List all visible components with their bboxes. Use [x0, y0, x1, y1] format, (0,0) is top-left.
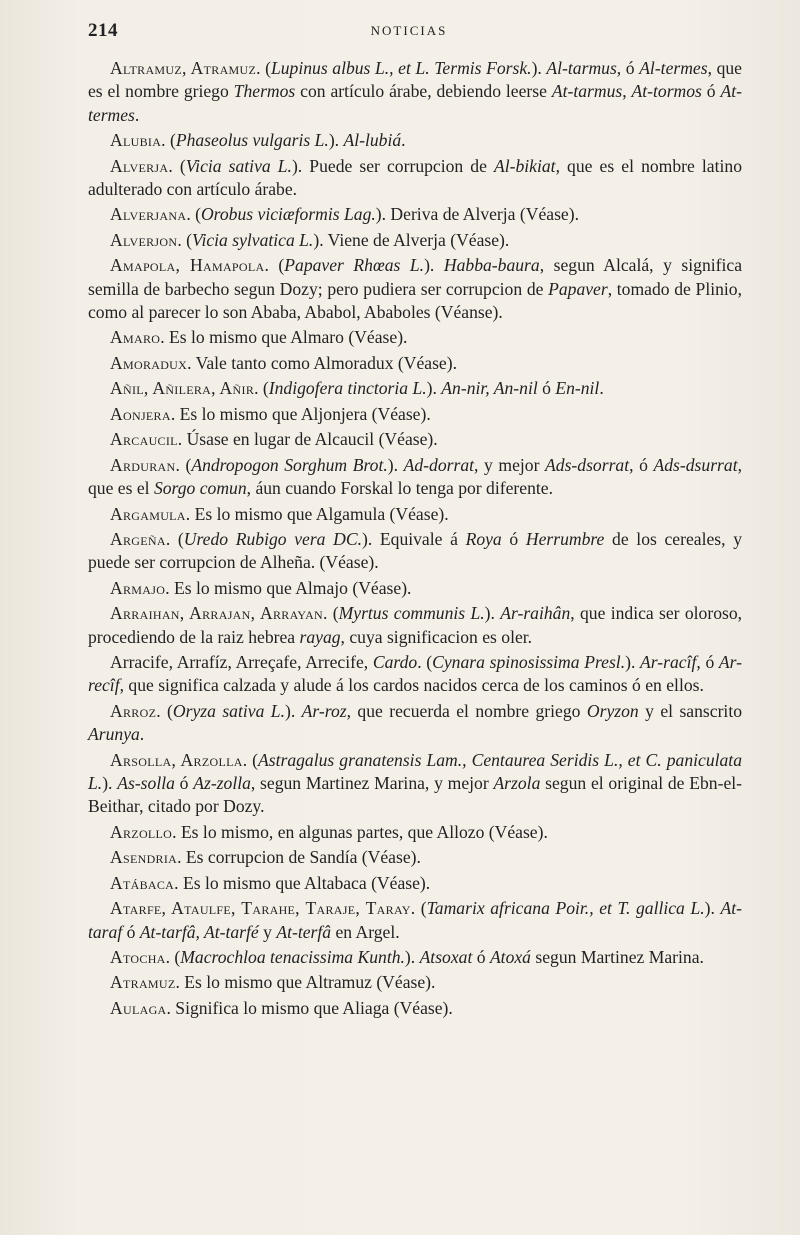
entry-text: Alverja. (: [110, 155, 186, 176]
entry-text: y el sanscrito: [638, 700, 743, 721]
entry-text: Amoradux. Vale tanto como Almoradux (Véase).: [110, 352, 457, 373]
glossary-entry: [88, 528, 742, 575]
italic-text: Papaver Rhœas L.: [284, 255, 425, 276]
entry-text: ). Deriva de Alverja (Véase).: [375, 204, 579, 225]
glossary-entry: [88, 377, 742, 400]
entry-text: Aonjera. Es lo mismo que Aljonjera (Véase).: [110, 403, 431, 424]
entry-text: ó: [472, 947, 490, 967]
entry-text: , ó: [629, 454, 654, 475]
glossary-entry: [88, 602, 742, 649]
glossary-entry: [88, 749, 742, 819]
entry-text: Alubia. (: [110, 130, 176, 151]
italic-text: Myrtus communis L.: [338, 603, 485, 624]
entry-text: , ó: [696, 652, 719, 673]
entry-text: Atábaca. Es lo mismo que Altabaca (Véase).: [110, 872, 431, 893]
entry-text: ó: [174, 772, 194, 793]
entry-text: Armajo. Es lo mismo que Almajo (Véase).: [110, 577, 412, 598]
headword: Arraihan, Arrajan, Arrayan: [110, 603, 324, 624]
headword: Arzollo: [110, 821, 173, 842]
entry-text: .: [134, 104, 140, 125]
entry-text: ,: [622, 81, 632, 102]
italic-text: Papaver: [548, 278, 608, 299]
entry-text: , áun cuando Forskal lo tenga por diferente.: [246, 478, 553, 499]
entry-text: ).: [328, 130, 344, 151]
entry-text: Amapola, Hamapola. (: [110, 255, 285, 276]
glossary-entry: [88, 846, 742, 869]
italic-text: Ad-dorrat: [403, 454, 474, 475]
italic-text: As-solla: [117, 772, 175, 793]
entry-text: Arracife, Arrafíz, Arreçafe, Arrecife,: [110, 652, 373, 673]
headword: Atocha: [110, 947, 166, 967]
entry-text: ).: [387, 454, 404, 475]
italic-text: Ads-dsurrat: [653, 454, 738, 475]
italic-text: Tamarix africana Poir., et T. gallica L.: [426, 898, 705, 919]
headword: Alverjon: [110, 229, 178, 250]
italic-text: En-nil: [555, 378, 600, 399]
italic-text: Lupinus albus L., et L. Termis Forsk.: [270, 58, 532, 78]
entry-text: Arroz. (: [110, 700, 173, 721]
entry-text: Añil, Añilera, Añir. (: [110, 378, 269, 399]
entry-text: ).: [426, 378, 442, 399]
entry-text: .: [139, 724, 145, 745]
italic-text: Herrumbre: [525, 529, 605, 550]
glossary-entry: [88, 254, 742, 324]
entry-text: ). Viene de Alverja (Véase).: [313, 229, 510, 250]
italic-text: Ar-raihân: [500, 603, 571, 624]
glossary-entry: [88, 454, 742, 501]
glossary-entry: [88, 700, 742, 747]
entry-text: ).: [424, 255, 444, 276]
glossary-entry: [88, 577, 742, 600]
entry-text: .: [599, 378, 604, 399]
entry-text: Atramuz. Es lo mismo que Altramuz (Véase).: [110, 972, 436, 993]
entry-text: ó: [701, 81, 721, 102]
glossary-entry: [88, 203, 742, 226]
headword: Atramuz: [110, 972, 176, 993]
italic-text: Ar-roz: [301, 700, 347, 721]
glossary-entry: [88, 997, 742, 1020]
headword: Arsolla, Arzolla: [110, 749, 243, 770]
entry-text: y: [258, 921, 277, 942]
entry-text: , que recuerda el nombre griego: [346, 700, 587, 721]
entry-text: , segun Alcalá, y significa semilla de barbecho segun Dozy; pero pudiera ser corrupcion de: [88, 255, 743, 299]
entry-text: Argamula. Es lo mismo que Algamula (Véase).: [110, 503, 449, 524]
entry-text: Atocha. (: [110, 947, 181, 967]
entry-text: , y mejor: [474, 454, 546, 475]
italic-text: Indigofera tinctoria L.: [268, 378, 427, 399]
entry-text: . (: [417, 652, 433, 673]
italic-text: Al-termes: [639, 58, 708, 78]
entry-text: , cuya significacion es oler.: [340, 626, 533, 647]
glossary-entry: [88, 503, 742, 526]
headword: Altramuz, Atramuz: [110, 58, 257, 78]
entry-text: ).: [102, 772, 118, 793]
italic-text: At-tarmus: [551, 81, 623, 102]
headword: Amapola, Hamapola: [110, 255, 265, 276]
italic-text: An-nir, An-nil: [441, 378, 538, 399]
italic-text: Uredo Rubigo vera DC.: [183, 529, 362, 550]
entry-text: Arzollo. Es lo mismo, en algunas partes, que Allozo (Véase).: [110, 821, 548, 842]
headword: Asendria: [110, 847, 178, 868]
entry-text: de los cereales, y puede ser corrupcion de Alheña. (Véase).: [88, 529, 742, 573]
italic-text: Al-bikiat: [494, 155, 556, 176]
italic-text: rayag: [299, 626, 341, 647]
italic-text: Thermos: [233, 81, 296, 102]
entry-text: Arraihan, Arrajan, Arrayan. (: [110, 603, 339, 624]
entry-text: ).: [404, 947, 420, 967]
entry-text: , que es el: [88, 454, 742, 499]
entry-text: .: [401, 130, 406, 151]
glossary-entry: [88, 946, 742, 969]
italic-text: Arzola: [493, 772, 541, 793]
entry-text: ó: [501, 529, 526, 550]
entry-text: ó: [122, 921, 140, 942]
entry-text: Aulaga. Significa lo mismo que Aliaga (Véase).: [110, 997, 453, 1018]
entry-text: ).: [484, 603, 501, 624]
entry-text: en Argel.: [331, 921, 400, 942]
headword: Alubia: [110, 130, 162, 151]
entry-text: , ó: [616, 58, 640, 78]
entry-text: ).: [531, 58, 547, 78]
italic-text: At-tormos: [631, 81, 702, 102]
glossary-entries: [88, 57, 742, 1022]
headword: Arcaucil: [110, 429, 178, 450]
headword: Amaro: [110, 327, 161, 348]
entry-text: , que es el nombre latino adulterado con artículo árabe.: [88, 155, 742, 199]
italic-text: Ads-dsorrat: [545, 454, 630, 475]
headword: Aulaga: [110, 997, 167, 1018]
glossary-entry: [88, 57, 742, 127]
italic-text: Sorgo comun: [153, 478, 247, 499]
entry-text: Arsolla, Arzolla. (: [110, 749, 258, 770]
entry-text: Argeña. (: [110, 529, 184, 550]
entry-text: ).: [284, 700, 302, 721]
italic-text: Cardo: [372, 652, 418, 673]
headword: Amoradux: [110, 352, 188, 373]
headword: Arduran: [110, 454, 176, 475]
italic-text: Astragalus granatensis Lam., Centaurea Seridis L., et C. paniculata L.: [88, 749, 742, 793]
page-header: [88, 20, 730, 44]
entry-text: , que indica ser oloroso, procediendo de la raiz hebrea: [88, 603, 743, 647]
glossary-entry: [88, 872, 742, 895]
glossary-entry: [88, 403, 742, 426]
italic-text: At-tarfâ, At-tarfé: [139, 921, 259, 942]
entry-text: segun Martinez Marina.: [530, 947, 704, 967]
italic-text: Habba-baura: [443, 255, 540, 276]
italic-text: Atoxá: [489, 947, 531, 967]
italic-text: Atsoxat: [419, 947, 473, 967]
headword: Atábaca: [110, 872, 175, 893]
italic-text: Orobus viciæformis Lag.: [200, 204, 376, 225]
headword: Alverjana: [110, 204, 187, 225]
entry-text: Asendria. Es corrupcion de Sandía (Véase).: [110, 847, 421, 868]
glossary-entry: [88, 651, 742, 698]
glossary-entry: [88, 129, 742, 152]
entry-text: ). Equivale á: [361, 529, 466, 550]
italic-text: Vicia sylvatica L.: [192, 229, 314, 250]
glossary-entry: [88, 155, 742, 202]
entry-text: Arduran. (: [110, 454, 192, 475]
running-head: NOTICIAS: [370, 23, 448, 38]
italic-text: Vicia sativa L.: [185, 155, 292, 176]
italic-text: Al-tarmus: [546, 58, 617, 78]
italic-text: Cynara spinosissima Presl.: [432, 652, 626, 673]
entry-text: Arcaucil. Úsase en lugar de Alcaucil (Véase).: [110, 429, 438, 450]
glossary-entry: [88, 821, 742, 844]
headword: Argamula: [110, 503, 186, 524]
italic-text: Al-lubiá: [343, 130, 402, 151]
entry-text: ).: [704, 898, 721, 919]
entry-text: ó: [537, 378, 556, 399]
headword: Argeña: [110, 529, 166, 550]
entry-text: Atarfe, Ataulfe, Tarahe, Taraje, Taray. (: [110, 898, 427, 919]
italic-text: Macrochloa tenacissima Kunth.: [180, 947, 405, 967]
headword: Alverja: [110, 155, 169, 176]
entry-text: ).: [625, 652, 641, 673]
glossary-entry: [88, 229, 742, 252]
headword: Atarfe, Ataulfe, Tarahe, Taraje, Taray: [110, 898, 411, 919]
italic-text: Oryzon: [586, 700, 639, 721]
entry-text: Altramuz, Atramuz. (: [110, 58, 271, 78]
italic-text: Ar-recîf: [88, 652, 743, 696]
entry-text: , que es el nombre griego: [88, 58, 742, 102]
glossary-entry: [88, 352, 742, 375]
glossary-entry: [88, 971, 742, 994]
glossary-entry: [88, 897, 742, 944]
glossary-entry: [88, 326, 742, 349]
glossary-entry: [88, 428, 742, 451]
entry-text: Alverjon. (: [110, 229, 192, 250]
entry-text: , que significa calzada y alude á los cardos nacidos cerca de los caminos ó en ellos.: [119, 675, 704, 696]
entry-text: , tomado de Plinio, como al parecer lo son Ababa, Ababol, Ababoles (Véanse).: [88, 278, 742, 322]
italic-text: At-termes: [88, 81, 743, 125]
entry-text: segun el original de Ebn-el-Beithar, citado por Dozy.: [88, 772, 743, 817]
italic-text: Phaseolus vulgaris L.: [175, 130, 329, 151]
italic-text: Arunya: [88, 724, 140, 745]
italic-text: Andropogon Sorghum Brot.: [191, 454, 388, 475]
page-number: 214: [88, 20, 118, 41]
italic-text: Oryza sativa L.: [172, 700, 285, 721]
entry-text: con artículo árabe, debiendo leerse: [295, 81, 552, 102]
headword: Aonjera: [110, 403, 171, 424]
headword: Armajo: [110, 577, 166, 598]
headword: Añil, Añilera, Añir: [110, 378, 255, 399]
entry-text: , segun Martinez Marina, y mejor: [250, 772, 494, 793]
italic-text: At-terfâ: [276, 921, 332, 942]
italic-text: Ar-racîf: [640, 652, 697, 673]
italic-text: Roya: [465, 529, 502, 550]
headword: Arroz: [110, 700, 157, 721]
entry-text: Amaro. Es lo mismo que Almaro (Véase).: [110, 327, 408, 348]
entry-text: ). Puede ser corrupcion de: [291, 155, 494, 176]
italic-text: At-taraf: [88, 898, 742, 942]
entry-text: Alverjana. (: [110, 204, 201, 225]
italic-text: Az-zolla: [193, 772, 251, 793]
